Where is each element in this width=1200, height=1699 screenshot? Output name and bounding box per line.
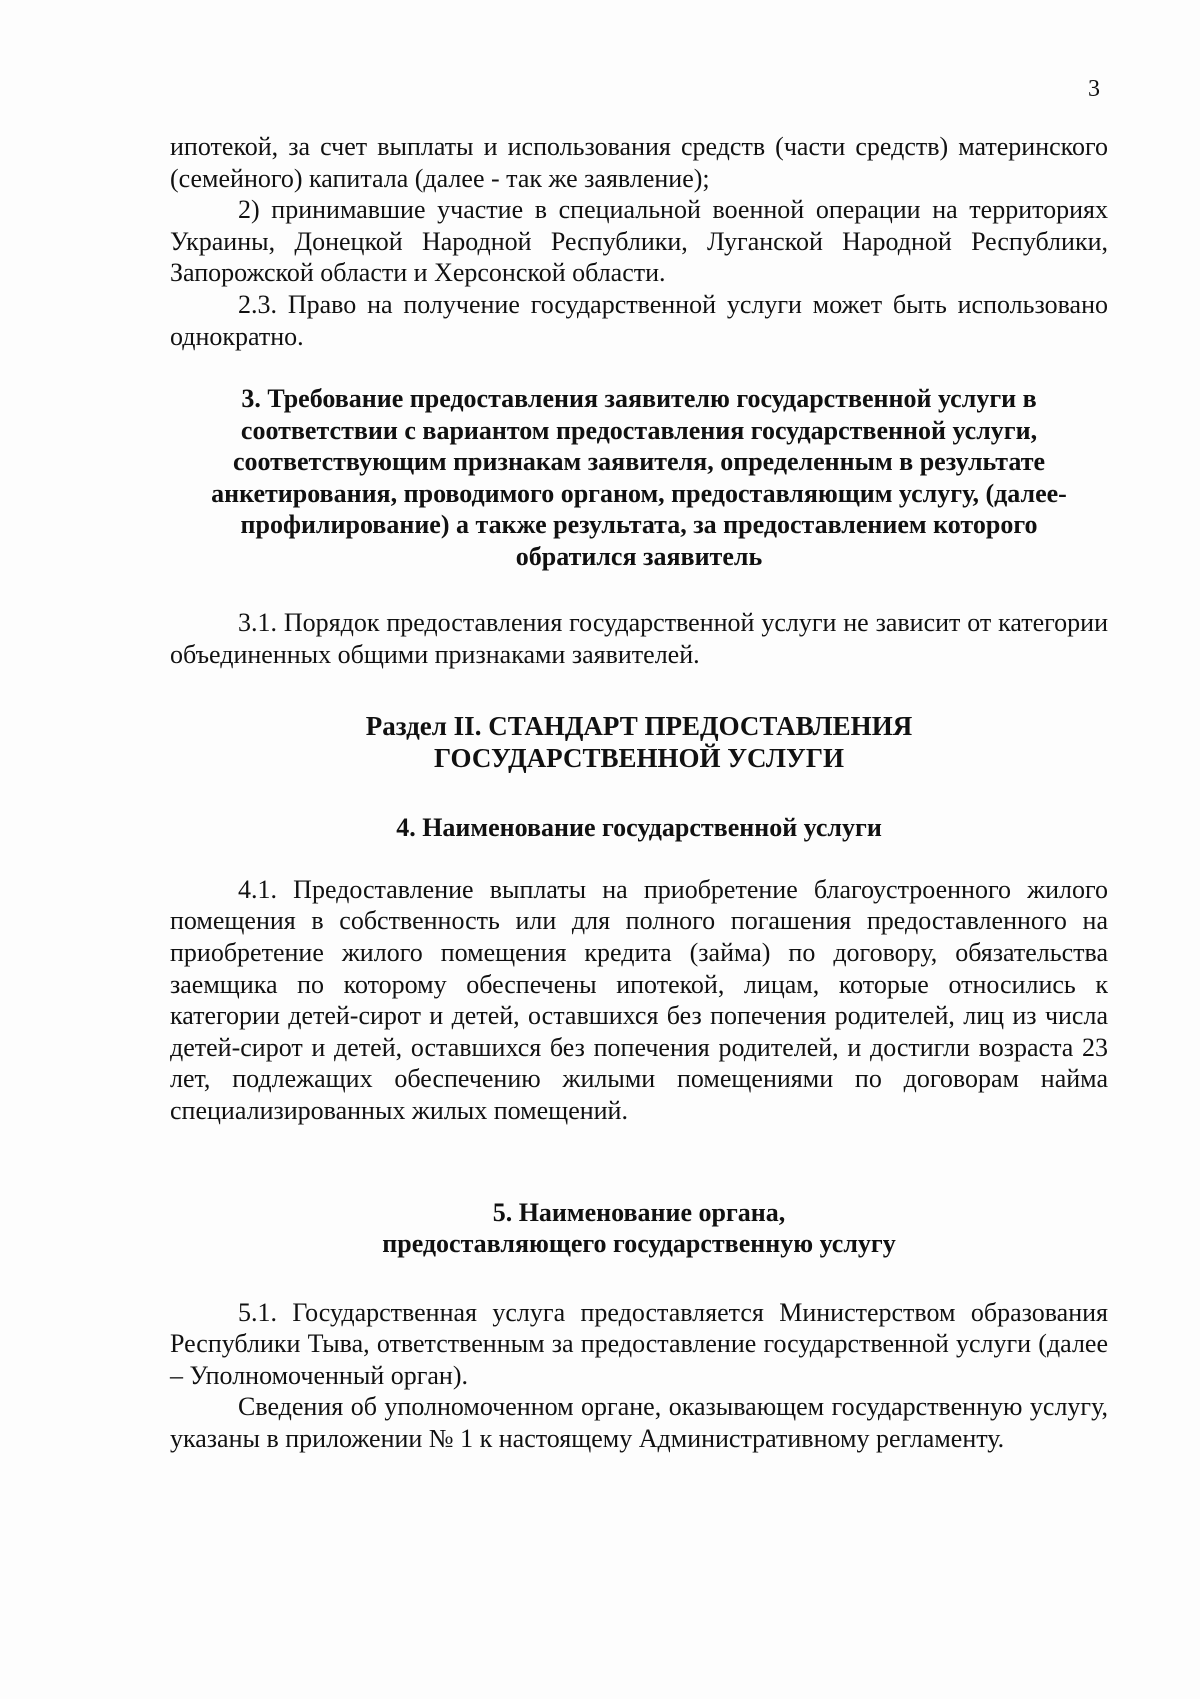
paragraph-4-1: 4.1. Предоставление выплаты на приобретение благоустроенного жилого помещения в собственность или для полного погашения предоставленного на приобретение жилого помещения кредита (займа) по договору, обязательства заемщика по которому обеспечены ипотекой, лицам, которые относились к категории детей-сирот и детей, оставшихся без попечения родителей, лиц из числа детей-сирот и детей, оставшихся без попечения родителей, и достигли возраста 23 лет, подлежащих обеспечению жилыми помещениями по договорам найма специализированных жилых помещений. (170, 874, 1108, 1125)
razdel-title-line: Раздел II. СТАНДАРТ ПРЕДОСТАВЛЕНИЯ (365, 711, 913, 742)
section-5-heading-line: предоставляющего государственную услугу (382, 1229, 896, 1259)
section-3-heading-line: обратился заявитель (515, 541, 763, 571)
section-5-heading (170, 1197, 1108, 1260)
section-3-heading-line: соответствии с вариантом предоставления государственной услуги, (240, 415, 1038, 445)
document-body (170, 131, 1108, 1455)
paragraph-3-1: 3.1. Порядок предоставления государственной услуги не зависит от категории объединенных общими признаками заявителей. (170, 608, 1108, 669)
razdel-title (170, 710, 1108, 774)
section-3-heading-line: анкетирования, проводимого органом, предоставляющим услугу, (далее- (211, 478, 1067, 508)
section-3-heading (170, 383, 1108, 572)
section-4-heading: 4. Наименование государственной услуги (396, 813, 882, 843)
paragraph-5-1: 5.1. Государственная услуга предоставляется Министерством образования Республики Тыва, ответственным за предоставление государственной услуги (далее – Уполномоченный орган). (170, 1297, 1108, 1390)
paragraph-item-2: 2) принимавшие участие в специальной военной операции на территориях Украины, Донецкой Народной Республики, Луганской Народной Республики, Запорожской области и Херсонской области. (170, 195, 1108, 288)
section-3-heading-line: профилирование) а также результата, за предоставлением которого (240, 510, 1038, 540)
razdel-title-line: ГОСУДАРСТВЕННОЙ УСЛУГИ (434, 743, 844, 774)
section-5-heading-line: 5. Наименование органа, (492, 1197, 786, 1227)
paragraph-authority-info: Сведения об уполномоченном органе, оказывающем государственную услугу, указаны в приложении № 1 к настоящему Административному регламенту. (170, 1392, 1108, 1453)
page-number: 3 (1088, 76, 1100, 102)
paragraph-continuation: ипотекой, за счет выплаты и использования средств (части средств) материнского (семейного) капитала (далее - так же заявление); (170, 132, 1108, 193)
paragraph-2-3: 2.3. Право на получение государственной услуги может быть использовано однократно. (170, 289, 1108, 351)
section-3-heading-line: соответствующим признакам заявителя, определенным в результате (232, 447, 1046, 477)
section-3-heading-line: 3. Требование предоставления заявителю государственной услуги в (241, 384, 1037, 414)
